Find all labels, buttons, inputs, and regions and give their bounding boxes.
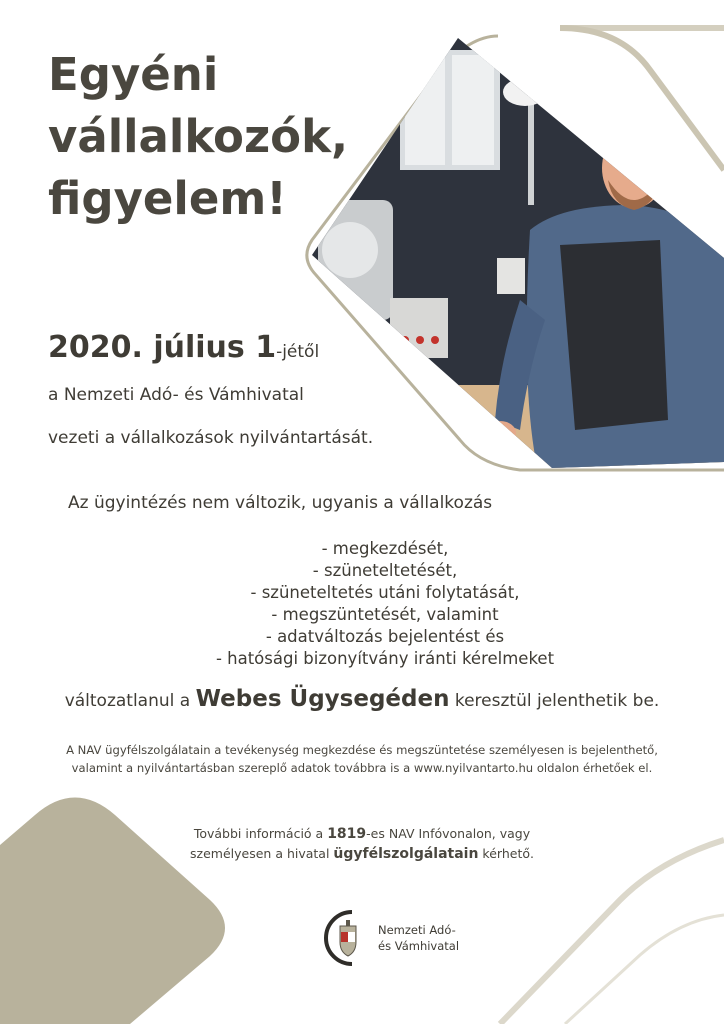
infoline-number: 1819 [327, 826, 367, 842]
list-item: - szüneteltetését, [312, 561, 458, 580]
nav-emblem-icon [320, 906, 370, 970]
title-line-2: vállalkozók, [48, 110, 349, 163]
info-line-1 [0, 824, 724, 844]
logo-line-2: és Vámhivatal [378, 939, 460, 953]
info-line-2 [0, 844, 724, 864]
effective-date [48, 330, 319, 365]
date-suffix: -jétől [276, 342, 320, 362]
logo-text [378, 922, 459, 954]
info-pre2: személyesen a hivatal [190, 846, 334, 861]
page-title [48, 44, 348, 230]
process-lead: Az ügyintézés nem változik, ugyanis a vállalkozás [68, 493, 493, 513]
process-list [170, 538, 600, 670]
list-item: - megszüntetését, valamint [271, 605, 499, 624]
webes-ugysegeden: Webes Ügysegéden [195, 686, 450, 712]
info-post2: kérhető. [478, 846, 534, 861]
intro-line-1: a Nemzeti Adó- és Vámhivatal [48, 385, 304, 405]
nav-logo [320, 906, 500, 970]
title-line-3: figyelem! [48, 172, 287, 225]
closing-line [0, 686, 724, 712]
intro-line-2: vezeti a vállalkozások nyilvántartását. [48, 428, 374, 448]
closing-pre: változatlanul a [64, 691, 196, 711]
list-item: - megkezdését, [321, 539, 449, 558]
info-mid: -es NAV Infóvonalon, vagy [366, 826, 531, 841]
outline-bottom-right [500, 840, 724, 1024]
date-main: 2020. július 1 [48, 330, 277, 365]
closing-post: keresztül jelenthetik be. [449, 691, 660, 711]
info-pre: További információ a [193, 826, 328, 841]
note-line-2: valamint a nyilvántartásban szereplő adatok továbbra is a www.nyilvantarto.hu oldalon érhetőek el. [71, 761, 653, 775]
barista-photo [300, 30, 724, 485]
info-bold2: ügyfélszolgálatain [333, 846, 479, 862]
title-line-1: Egyéni [48, 48, 219, 101]
note-line-1: A NAV ügyfélszolgálatain a tevékenység megkezdése és megszüntetése személyesen is bejelenthető, [66, 743, 658, 757]
list-item: - szüneteltetés utáni folytatását, [250, 583, 520, 602]
info-block [0, 824, 724, 864]
list-item: - adatváltozás bejelentést és [265, 627, 505, 646]
logo-line-1: Nemzeti Adó- [378, 923, 456, 937]
note-block [0, 741, 724, 777]
list-item: - hatósági bizonyítvány iránti kérelmeket [215, 649, 555, 668]
